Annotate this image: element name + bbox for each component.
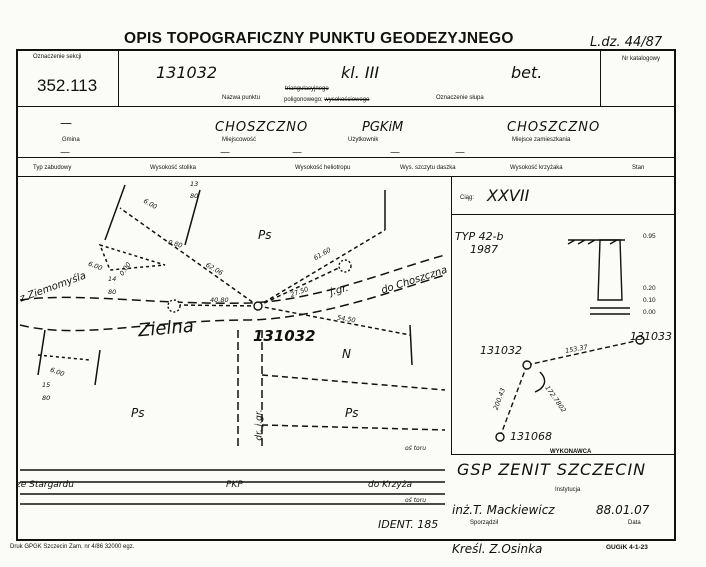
gmina-value: —: [60, 116, 72, 130]
cross-height-label: Wysokość krzyżaka: [510, 165, 563, 171]
distance-label: 40.80: [210, 296, 229, 304]
form-title: OPIS TOPOGRAFICZNY PUNKTU GEODEZYJNEGO: [124, 30, 514, 47]
distance-label: 0.00: [117, 260, 133, 278]
distance-label: 6.00: [87, 259, 104, 273]
ident-number: IDENT. 185: [378, 518, 439, 531]
mark-year: 1987: [470, 243, 498, 256]
prepared-by-value: inż.T. Mackiewicz: [452, 503, 555, 517]
traverse-point-label: 131032: [480, 344, 522, 357]
build-type-label: Typ zabudowy: [33, 165, 72, 171]
traverse-point-label: 131068: [510, 430, 552, 443]
residence-value: CHOSZCZNO: [507, 120, 601, 135]
railway-direction-label: do Krzyża: [368, 480, 412, 490]
locality-label: Miejscowość: [222, 137, 257, 143]
distance-label: 6.00: [141, 196, 159, 212]
locality-value: CHOSZCZNO: [215, 120, 309, 135]
heliotrope-height-label: Wysokość heliotropu: [295, 165, 351, 171]
institution-label: Instytucja: [555, 487, 581, 493]
traverse-point-label: 131033: [630, 330, 672, 343]
date-label: Data: [628, 520, 641, 526]
traverse-distance: 153.37: [564, 343, 589, 355]
traverse-point: [496, 433, 504, 441]
user-value: PGKiM: [362, 120, 404, 135]
distance-label: 54.50: [336, 313, 357, 325]
catalog-label: Nr katalogowy: [622, 56, 661, 62]
poligon-label: poligonowego; wysokościowego: [284, 97, 370, 103]
pillar-label: Oznaczenie słupa: [436, 95, 484, 101]
railway-direction-label: ze Stargardu: [16, 480, 74, 490]
triang-label: triangulacyjnego: [285, 86, 329, 92]
track-axis-label: oś toru: [405, 445, 426, 452]
dash: —: [455, 147, 465, 158]
dash: —: [60, 147, 70, 158]
fraction-label: 80: [108, 288, 117, 296]
drafted-by: Kreśl. Z.Osinka: [452, 542, 543, 556]
traverse-distance: 200.43: [491, 386, 508, 412]
institution-value: GSP ZENIT SZCZECIN: [457, 460, 647, 479]
dash: —: [390, 147, 400, 158]
point-number: 131032: [253, 327, 316, 345]
class-value: kl. III: [341, 63, 380, 82]
table-height-label: Wysokość stolika: [150, 165, 196, 171]
traverse-label: Ciąg:: [460, 195, 475, 201]
date-value: 88.01.07: [596, 503, 650, 517]
land-use-label: N: [342, 347, 351, 361]
residence-label: Miejsce zamieszkania: [512, 137, 571, 143]
land-use-label: Ps: [131, 406, 145, 420]
sekcja-value: 352.113: [37, 76, 98, 95]
land-use-label: Ps: [345, 406, 359, 420]
ldz-number: L.dz. 44/87: [590, 35, 663, 50]
distance-label: 61.60: [312, 245, 333, 263]
fraction-label: 80: [190, 192, 199, 200]
sekcja-label: Oznaczenie sekcji: [33, 54, 82, 60]
height-value: 0.20: [643, 285, 656, 292]
pillar-value: bet.: [511, 63, 543, 82]
street-name: Zielna: [137, 315, 195, 342]
distance-label: 27.50: [289, 285, 310, 299]
land-use-label: Ps: [258, 228, 272, 242]
track-axis-label: oś toru: [405, 497, 426, 504]
state-label: Stan: [632, 165, 645, 171]
height-value: 0.95: [643, 233, 656, 240]
fraction-label: 15: [42, 381, 51, 389]
point-name-label: Nazwa punktu: [222, 95, 261, 101]
prepared-by-label: Sporządził: [470, 520, 499, 526]
boundary-label: j.gr.: [328, 282, 350, 299]
dash: —: [220, 147, 230, 158]
survey-point-marker: [254, 302, 262, 310]
traverse-value: XXVII: [487, 186, 530, 205]
fraction-label: 13: [190, 180, 199, 188]
boundary-label: dr. j.gr.: [254, 409, 265, 441]
print-info: Druk GPGK Szczecin Zam. nr 4/86 32000 egz.: [10, 544, 135, 550]
point-name-value: 131032: [156, 63, 218, 82]
contractor-label: WYKONAWCA: [550, 449, 592, 455]
height-value: 0.00: [643, 309, 656, 316]
fraction-label: 14: [108, 275, 117, 283]
distance-label: 62.06: [204, 260, 225, 278]
gmina-label: Gmina: [62, 137, 80, 143]
user-label: Użytkownik: [348, 137, 379, 143]
dash: —: [292, 147, 302, 158]
road-direction-label: z Ziemomyśla: [18, 270, 88, 305]
fraction-label: 80: [42, 394, 51, 402]
mark-type: TYP 42-b: [455, 230, 504, 243]
roof-top-label: Wys. szczytu daszka: [400, 165, 456, 171]
railway-label: PKP: [226, 480, 243, 490]
road-direction-label: do Choszczna: [379, 264, 449, 297]
distance-label: 0.80: [167, 238, 184, 250]
height-value: 0.10: [643, 297, 656, 304]
distance-label: 6.00: [49, 365, 66, 379]
traverse-angle: 172.7802: [543, 384, 568, 414]
traverse-point: [523, 361, 531, 369]
form-code: GUGiK 4-1-23: [606, 544, 648, 551]
